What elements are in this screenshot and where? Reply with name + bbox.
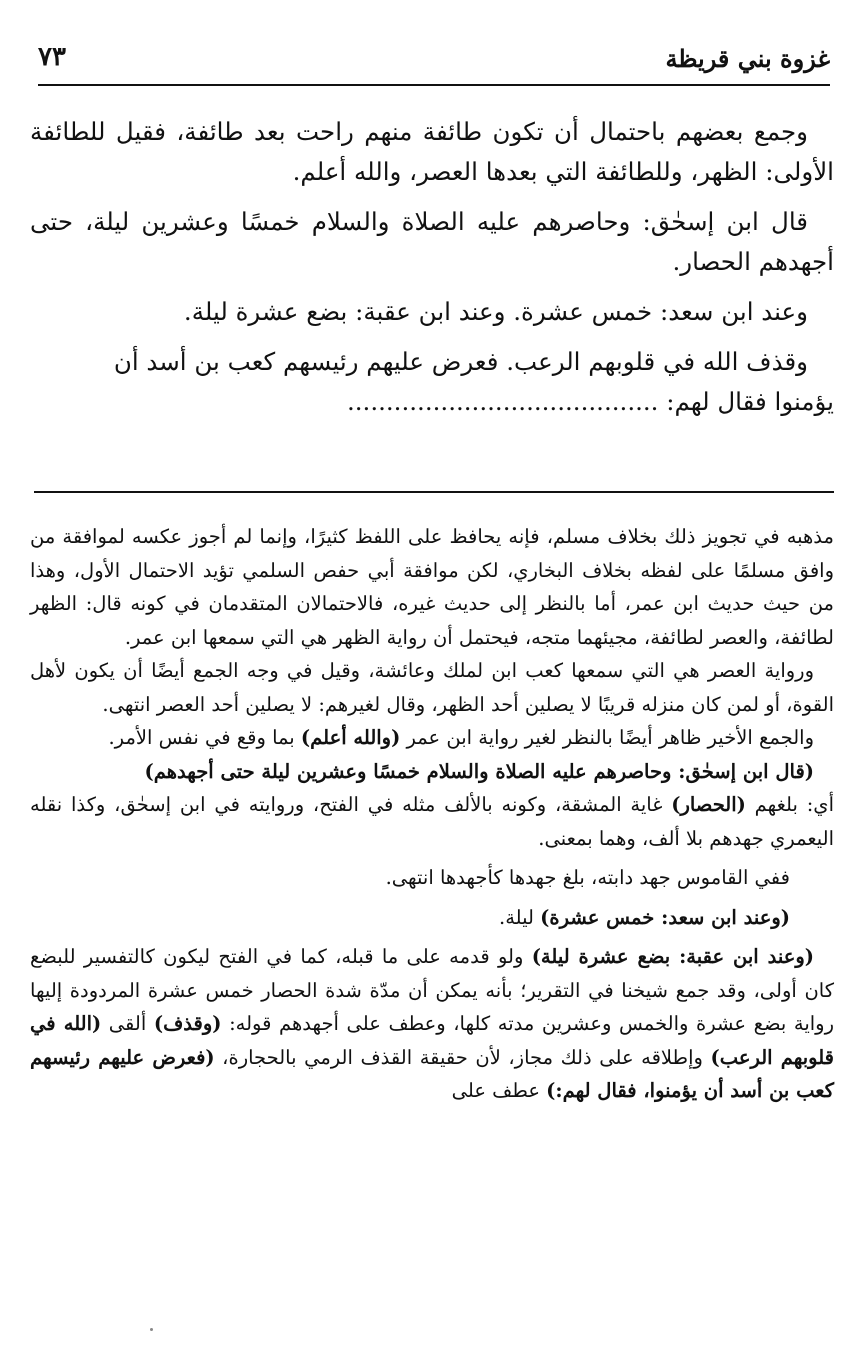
footnote-separator (34, 491, 834, 493)
running-title: غزوة بني قريظة (665, 44, 830, 73)
commentary-text: غاية المشقة، وكونه بالألف مثله في الفتح، وروايته في ابن إسحٰق، وكذا نقله اليعمري جهدهم بلا ألف، وهما بمعنى. (30, 793, 834, 850)
commentary (30, 520, 834, 1108)
commentary-paragraph (30, 788, 834, 855)
page-number: ٧٣ (38, 42, 66, 72)
commentary-text: والجمع الأخير ظاهر أيضًا بالنظر لغير رواية ابن عمر (400, 726, 814, 749)
main-paragraph: وجمع بعضهم باحتمال أن تكون طائفة منهم راحت بعد طائفة، فقيل للطائفة الأولى: الظهر، وللطائفة التي بعدها العصر، والله أعلم. (30, 117, 834, 186)
main-paragraph-end (30, 382, 834, 422)
quoted-text: (الحصار) (671, 793, 746, 816)
commentary-paragraph (30, 901, 834, 935)
commentary-paragraph: مذهبه في تجويز ذلك بخلاف مسلم، فإنه يحافظ على اللفظ كثيرًا، وإنما لم أجوز عكسه لموافقة من وافق مسلمًا على لفظه بخلاف البخاري، لكن موافقة أبي حفص السلمي تؤيد الاحتمال الأول، وهذا من حيث حديث ابن عمر، أما بالنظر إلى حديث غيره، فالاحتمالان المتقدمان في كونه قال: الظهر لطائفة، والعصر لطائفة، مجيئهما متجه، فيحتمل أن رواية الظهر هي التي سمعها ابن عمر. (30, 525, 834, 649)
quoted-text: (قال ابن إسحٰق: وحاصرهم عليه الصلاة والسلام خمسًا وعشرين ليلة حتى أجهدهم) (144, 759, 814, 783)
main-text (30, 112, 834, 432)
commentary-text: بما وقع في نفس الأمر. (108, 726, 301, 749)
commentary-quote (30, 755, 834, 789)
quoted-text: (وقذف) (153, 1012, 222, 1035)
ellipsis-dots: ........................................ (346, 387, 659, 416)
main-paragraph-end-text: يؤمنوا فقال لهم: (666, 387, 834, 416)
quoted-text: (والله أعلم) (300, 726, 401, 749)
commentary-paragraph: ففي القاموس جهد دابته، بلغ جهدها كأجهدها انتهى. (385, 866, 790, 889)
scan-speck (150, 1328, 153, 1331)
commentary-text: ولو قدمه على ما قبله، كما في الفتح ليكون كالتفسير للبضع كان أولى، وقد جمع شيخنا في التقرير؛ بأنه يمكن أن مدّة شدة الحصار خمس عشرة المردودة إليها رواية بضع عشرة والخمس وعشرين مدته كلها، وعطف على أجهدهم قوله: (30, 945, 835, 1035)
commentary-text: أي: بلغهم (745, 793, 834, 816)
main-paragraph: وعند ابن سعد: خمس عشرة. وعند ابن عقبة: بضع عشرة ليلة. (183, 297, 808, 326)
commentary-paragraph (30, 940, 834, 1108)
commentary-text: عطف على (451, 1079, 547, 1102)
quoted-text: (وعند ابن عقبة: بضع عشرة ليلة) (531, 945, 814, 968)
commentary-paragraph (30, 721, 834, 755)
main-paragraph: قال ابن إسحٰق: وحاصرهم عليه الصلاة والسلام خمسًا وعشرين ليلة، حتى أجهدهم الحصار. (30, 207, 834, 276)
commentary-text: ألقى (101, 1012, 154, 1035)
quoted-text: (الله في قلوبهم الرعب) (30, 1012, 834, 1069)
commentary-text: ليلة. (499, 905, 541, 929)
quoted-text: (فعرض عليهم رئيسهم كعب بن أسد أن يؤمنوا، فقال لهم:) (30, 1045, 834, 1102)
main-paragraph: وقذف الله في قلوبهم الرعب. فعرض عليهم رئيسهم كعب بن أسد أن (113, 347, 808, 376)
quoted-text: (وعند ابن سعد: خمس عشرة) (540, 905, 790, 929)
commentary-paragraph: ورواية العصر هي التي سمعها كعب ابن لملك وعائشة، وقيل في وجه الجمع أيضًا أن يكون لأهل القوة، أو لمن كان منزله قريبًا لا يصلين أحد الظهر، وقال لغيرهم: لا يصلين أحد العصر انتهى. (30, 659, 834, 716)
page-header (38, 38, 830, 86)
commentary-text: وإطلاقه على ذلك مجاز، لأن حقيقة القذف الرمي بالحجارة، (214, 1045, 711, 1069)
